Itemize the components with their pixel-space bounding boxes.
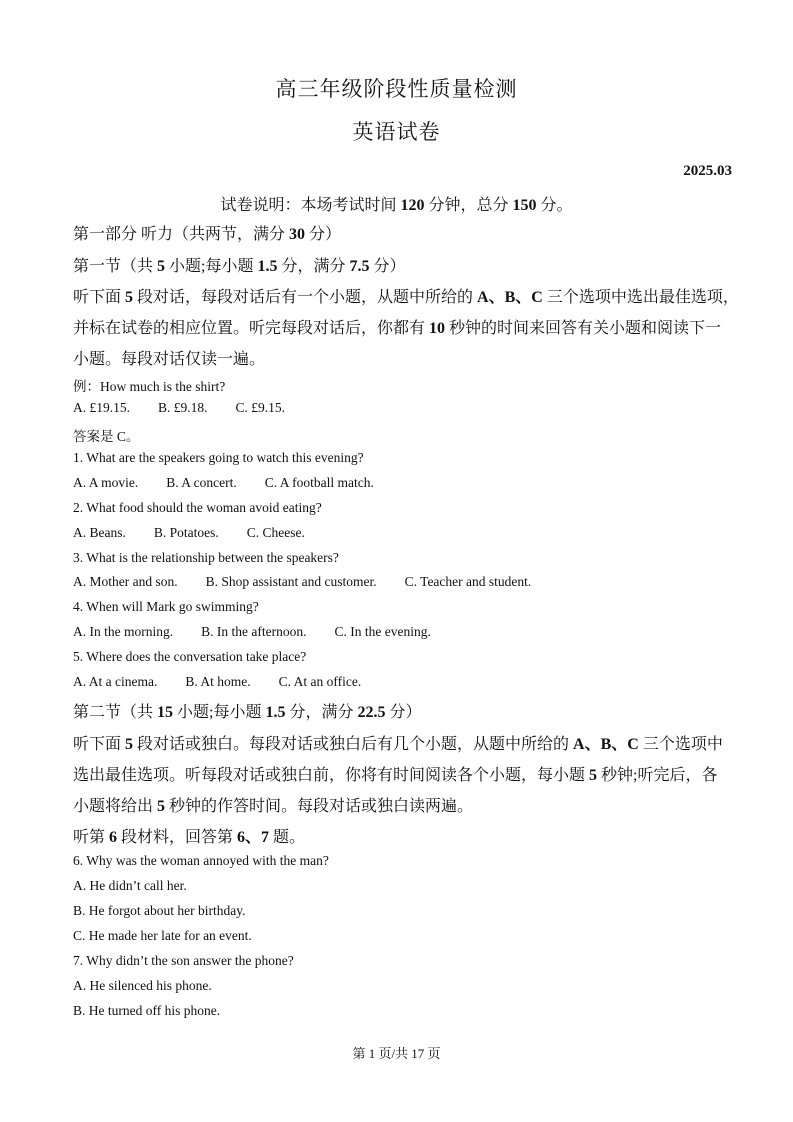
option: A. A movie. bbox=[73, 475, 139, 490]
question-1: 1. What are the speakers going to watch this evening? bbox=[73, 450, 364, 465]
option: B. At home. bbox=[185, 674, 251, 689]
option: C. £9.15. bbox=[235, 400, 286, 415]
option: C. In the evening. bbox=[334, 624, 431, 639]
question-3: 3. What is the relationship between the speakers? bbox=[73, 550, 339, 565]
option: A. In the morning. bbox=[73, 624, 174, 639]
exam-subtitle: 英语试卷 bbox=[352, 120, 441, 144]
question-4: 4. When will Mark go swimming? bbox=[73, 599, 259, 614]
option: B. Potatoes. bbox=[153, 525, 219, 540]
option: A. Beans. bbox=[73, 525, 126, 540]
question-5: 5. Where does the conversation take place? bbox=[73, 649, 307, 664]
section1-heading: 第一节（共 5 小题;每小题 1.5 分，满分 7.5 分） bbox=[73, 258, 406, 275]
option: C. Cheese. bbox=[246, 525, 305, 540]
section2-heading: 第二节（共 15 小题;每小题 1.5 分，满分 22.5 分） bbox=[73, 704, 422, 721]
option: C. Teacher and student. bbox=[404, 574, 532, 589]
section2-directions-line1: 听下面 5 段对话或独白。每段对话或独白后有几个小题，从题中所给的 A、B、C 三个选项中 bbox=[73, 736, 723, 753]
option: B. Shop assistant and customer. bbox=[205, 574, 377, 589]
question-6-option-c: C. He made her late for an event. bbox=[73, 928, 252, 943]
question-7: 7. Why didn’t the son answer the phone? bbox=[73, 953, 294, 968]
example-question: 例：How much is the shirt? bbox=[73, 379, 226, 394]
question-3-options bbox=[73, 574, 559, 590]
section2-directions-line3: 小题将给出 5 秒钟的作答时间。每段对话或独白读两遍。 bbox=[73, 798, 474, 815]
question-2-options bbox=[73, 525, 333, 541]
example-answer: 答案是 C。 bbox=[73, 429, 140, 444]
material-6-heading: 听第 6 段材料，回答第 6、7 题。 bbox=[73, 829, 306, 846]
question-6: 6. Why was the woman annoyed with the man? bbox=[73, 853, 329, 868]
section2-directions-line2: 选出最佳选项。听每段对话或独白前，你将有时间阅读各个小题，每小题 5 秒钟;听完后，各 bbox=[73, 767, 718, 784]
option: A. At a cinema. bbox=[73, 674, 158, 689]
exam-date: 2025.03 bbox=[683, 163, 732, 179]
option: C. A football match. bbox=[264, 475, 374, 490]
question-7-option-a: A. He silenced his phone. bbox=[73, 978, 212, 993]
option: C. At an office. bbox=[278, 674, 362, 689]
option: A. Mother and son. bbox=[73, 574, 178, 589]
option: B. In the afternoon. bbox=[201, 624, 307, 639]
question-6-option-b: B. He forgot about her birthday. bbox=[73, 903, 246, 918]
question-7-option-b: B. He turned off his phone. bbox=[73, 1003, 221, 1018]
section1-directions-line1: 听下面 5 段对话，每段对话后有一个小题，从题中所给的 A、B、C 三个选项中选出最佳选项， bbox=[73, 289, 739, 306]
question-6-option-a: A. He didn’t call her. bbox=[73, 878, 187, 893]
option: B. A concert. bbox=[166, 475, 237, 490]
question-5-options bbox=[73, 674, 389, 690]
question-1-options bbox=[73, 475, 402, 491]
exam-instructions: 试卷说明：本场考试时间 120 分钟，总分 150 分。 bbox=[220, 197, 573, 214]
section1-directions-line2: 并标在试卷的相应位置。听完每段对话后，你都有 10 秒钟的时间来回答有关小题和阅读下一 bbox=[73, 320, 722, 337]
question-4-options bbox=[73, 624, 459, 640]
example-options bbox=[73, 400, 313, 416]
exam-title: 高三年级阶段性质量检测 bbox=[275, 77, 518, 101]
question-2: 2. What food should the woman avoid eating? bbox=[73, 500, 322, 515]
option: A. £19.15. bbox=[73, 400, 130, 415]
page-footer: 第 1 页/共 17 页 bbox=[352, 1046, 441, 1061]
section1-directions-line3: 小题。每段对话仅读一遍。 bbox=[73, 351, 266, 368]
part1-heading: 第一部分 听力（共两节，满分 30 分） bbox=[73, 226, 342, 243]
option: B. £9.18. bbox=[158, 400, 208, 415]
